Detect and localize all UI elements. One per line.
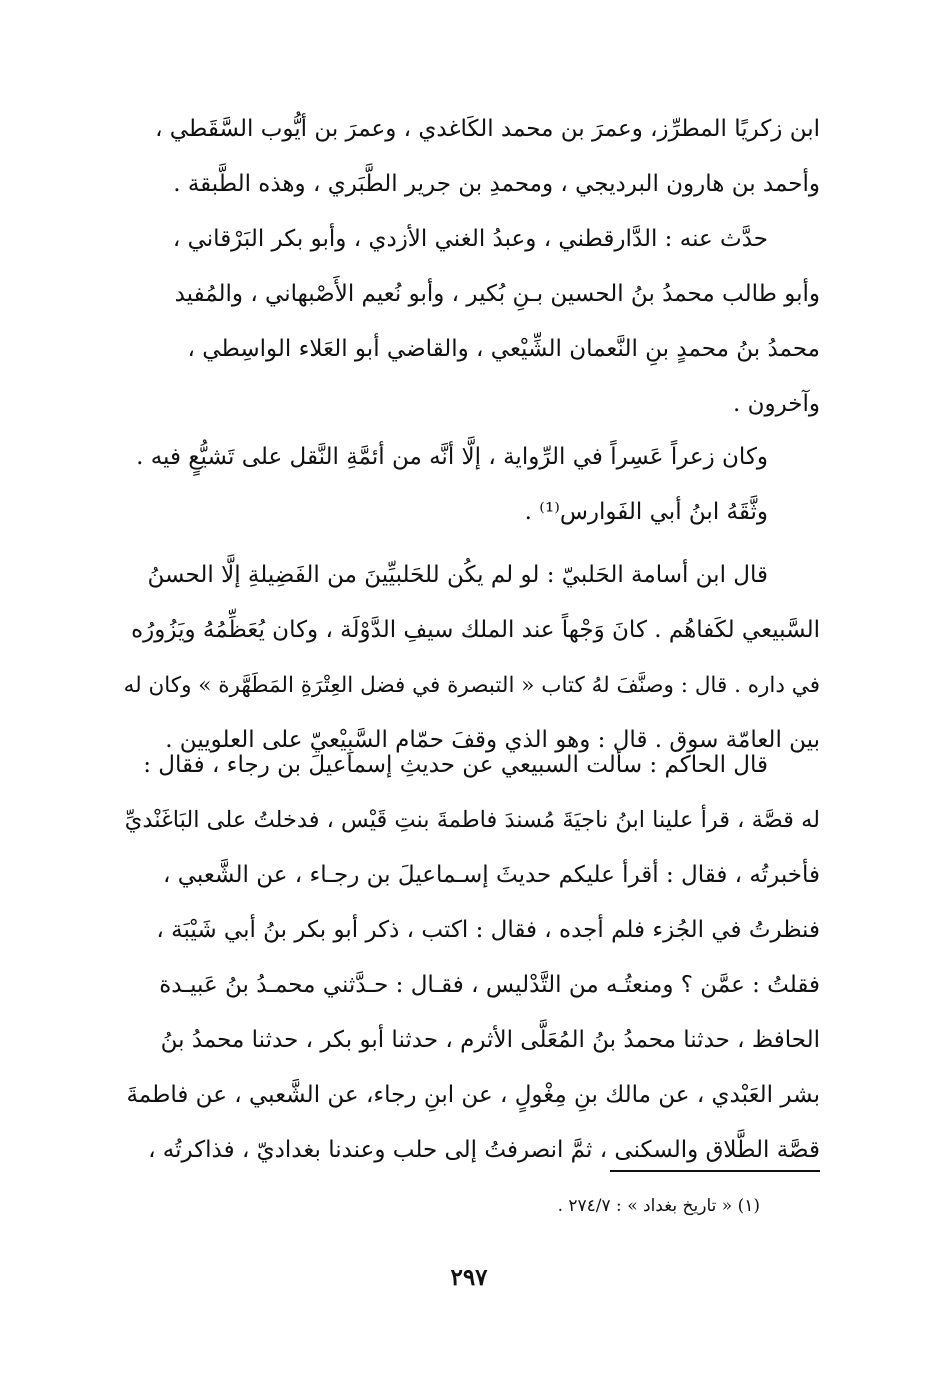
- text-line: وأبو طالب محمدُ بنُ الحسين بـنِ بُكير ، وأبو نُعيم الأَصْبهاني ، والمُفيد: [174, 281, 820, 307]
- text-line: الحافظ ، حدثنا محمدُ بنُ المُعَلَّى الأثرم ، حدثنا أبو بكر ، حدثنا محمدُ بنُ: [160, 1027, 820, 1053]
- text-line: وأحمد بن هارون البرديجي ، ومحمدِ بن جرير الطَّبَري ، وهذه الطَّبقة .: [173, 171, 820, 197]
- text-line: السَّبيعي لكَفاهُم . كانَ وَجْهاً عند الملك سيفِ الدَّوْلَة ، وكان يُعَظِّمُهُ ويَزُورُه: [131, 617, 820, 643]
- text-line: محمدُ بنُ محمدٍ بنِ النَّعمان الشِّيْعي ، والقاضي أبو العَلاء الواسِطي ،: [187, 336, 820, 362]
- footnote: (١) « تاريخ بغداد » : ٢٧٤/٧ .: [557, 1196, 760, 1216]
- paragraph-teachers-list: [118, 102, 820, 212]
- text-line: له قصَّة ، قرأ علينا ابنُ ناجيَةَ مُسندَ فاطمةَ بنتِ قَيْس ، فدخلتُ على البَاغَنْديِّ: [124, 807, 820, 833]
- text-line: وكان زعراً عَسِراً في الرِّواية ، إلَّا أنَّه من أئمَّةِ النَّقل على تَشيُّعٍ فيه .: [136, 444, 768, 470]
- footnote-divider: [610, 1170, 820, 1172]
- paragraph-hakim-narration: [118, 738, 820, 1178]
- text-line: بين العامّة سوق . قال : وهو الذي وقفَ حمّام السَّبِيْعيّ على العلويين .: [165, 727, 820, 753]
- text-line: وثَّقَهُ ابنُ أبي الفَوارس⁽¹⁾ .: [524, 499, 768, 525]
- text-line: في داره . قال : وصنَّفَ لهُ كتاب « التبصرة في فضل العِتْرَةِ المَطَهَّرة » وكان له: [123, 673, 820, 698]
- text-line: قال ابن أسامة الحَلبيّ : لو لم يكُن للحَلبيِّينَ من الفَضِيلةِ إلَّا الحسنُ: [147, 562, 768, 588]
- text-line: فقلتُ : عمَّن ؟ ومنعتُـه من التَّدْليس ، فقـال : حـدَّثني محمـدُ بنُ عَبيـدة: [159, 972, 820, 998]
- text-line: ابن زكريًا المطرِّز، وعمرَ بن محمد الكَاغدي ، وعمرَ بن أيُّوب السَّقَطي ،: [155, 116, 820, 142]
- paragraph-narrators: [118, 212, 820, 432]
- text-line: بشر العَبْدي ، عن مالك بنِ مِغْولٍ ، عن ابنِ رجاء، عن الشَّعبي ، عن فاطمةَ: [126, 1082, 820, 1108]
- paragraph-ibn-usama-quote: [118, 548, 820, 768]
- text-line: فنظرتُ في الجُزء فلم أجده ، فقال : اكتب ، ذكر أبو بكر بنُ أبي شَيْبَة ،: [156, 917, 820, 943]
- text-line: قال الحاكم : سألت السبيعي عن حديثِ إسماعيلَ بن رجاء ، فقال :: [143, 752, 768, 778]
- text-line: وآخرون .: [732, 391, 820, 417]
- text-line: فأخبرتُه ، فقال : أقرأ عليكم حديثَ إسـماعيلَ بن رجـاء ، عن الشَّعبي ،: [163, 862, 820, 888]
- text-line: حدَّث عنه : الدَّارقطني ، وعبدُ الغني الأزدي ، وأبو بكر البَرْقاني ،: [172, 226, 768, 252]
- paragraph-description: [118, 430, 820, 540]
- page-number: ٢٩٧: [450, 1264, 488, 1291]
- text-line: قصَّة الطَّلاق والسكنى ، ثمَّ انصرفتُ إلى حلب وعندنا بغداديّ ، فذاكرتُه ،: [148, 1137, 820, 1163]
